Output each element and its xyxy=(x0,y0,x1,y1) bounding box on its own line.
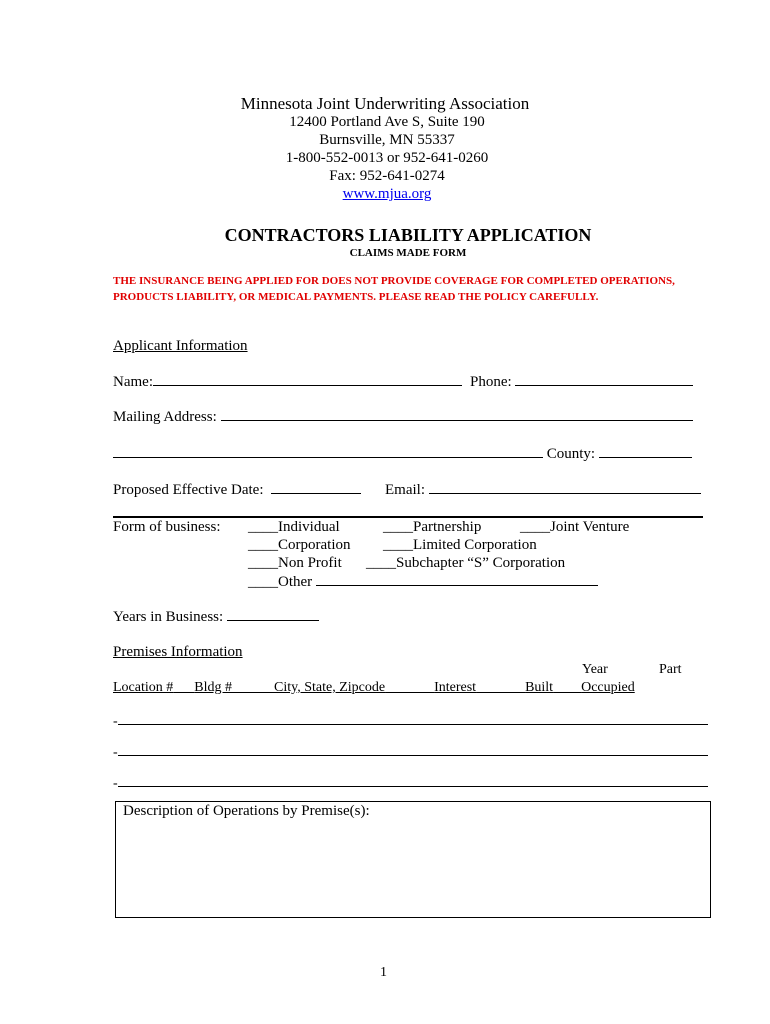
col-interest: Interest xyxy=(434,680,477,695)
email-field[interactable] xyxy=(429,481,701,494)
premises-section-title: Premises Information xyxy=(113,644,243,660)
option-subchapter-s[interactable]: ____Subchapter “S” Corporation xyxy=(366,555,566,571)
mailing-address-label: Mailing Address: xyxy=(113,409,217,425)
premises-row[interactable]: - xyxy=(113,712,708,730)
page-number: 1 xyxy=(380,965,387,980)
mailing-address-field[interactable] xyxy=(221,408,693,421)
operations-description-label: Description of Operations by Premise(s): xyxy=(123,803,370,819)
operations-description-box[interactable] xyxy=(115,801,711,918)
other-business-field[interactable] xyxy=(316,573,598,586)
county-field[interactable] xyxy=(599,445,692,458)
effective-date-field[interactable] xyxy=(271,481,361,494)
years-in-business-label: Years in Business: xyxy=(113,609,224,625)
org-address-line2: Burnsville, MN 55337 xyxy=(319,132,455,148)
mailing-address-line2-field[interactable] xyxy=(113,445,543,458)
applicant-section-title: Applicant Information xyxy=(113,338,248,354)
form-subtitle: CLAIMS MADE FORM xyxy=(349,247,467,259)
col-city-state-zip: City, State, Zipcode xyxy=(274,680,386,695)
name-field[interactable] xyxy=(153,373,462,386)
org-website-link[interactable]: www.mjua.org xyxy=(342,186,432,202)
effective-date-label: Proposed Effective Date: xyxy=(113,482,264,498)
option-other[interactable]: ____Other xyxy=(248,574,313,590)
email-label: Email: xyxy=(385,482,425,498)
option-limited-corporation[interactable]: ____Limited Corporation xyxy=(383,537,537,553)
phone-field[interactable] xyxy=(515,373,693,386)
col-location: Location # xyxy=(113,680,174,695)
option-non-profit[interactable]: ____Non Profit xyxy=(248,555,342,571)
premises-row[interactable]: - xyxy=(113,774,708,792)
name-label: Name: xyxy=(113,374,153,390)
col-year-top: Year xyxy=(582,662,608,677)
col-bldg: Bldg # xyxy=(194,680,232,695)
section-divider xyxy=(113,516,703,518)
phone-label: Phone: xyxy=(470,374,512,390)
form-title: CONTRACTORS LIABILITY APPLICATION xyxy=(224,225,592,245)
years-in-business-field[interactable] xyxy=(227,608,319,621)
option-joint-venture[interactable]: ____Joint Venture xyxy=(520,519,630,535)
org-name: Minnesota Joint Underwriting Association xyxy=(240,94,530,113)
option-individual[interactable]: ____Individual xyxy=(248,519,340,535)
col-part-occupied: Occupied xyxy=(581,680,635,695)
org-address-line1: 12400 Portland Ave S, Suite 190 xyxy=(289,114,485,130)
org-phone: 1-800-552-0013 or 952-641-0260 xyxy=(285,150,489,166)
col-part-top: Part xyxy=(659,662,682,677)
business-form-label: Form of business: xyxy=(113,519,221,535)
coverage-warning: THE INSURANCE BEING APPLIED FOR DOES NOT PROVIDE COVERAGE FOR COMPLETED OPERATIONS, PRODUCTS LIABILITY, OR MEDICAL PAYMENTS. PLEASE READ THE POLICY CAREFULLY. xyxy=(113,275,675,303)
option-corporation[interactable]: ____Corporation xyxy=(248,537,351,553)
org-fax: Fax: 952-641-0274 xyxy=(329,168,445,184)
premises-row[interactable]: - xyxy=(113,743,708,761)
option-partnership[interactable]: ____Partnership xyxy=(383,519,482,535)
county-label: County: xyxy=(546,446,596,462)
col-year-built: Built xyxy=(525,680,554,695)
